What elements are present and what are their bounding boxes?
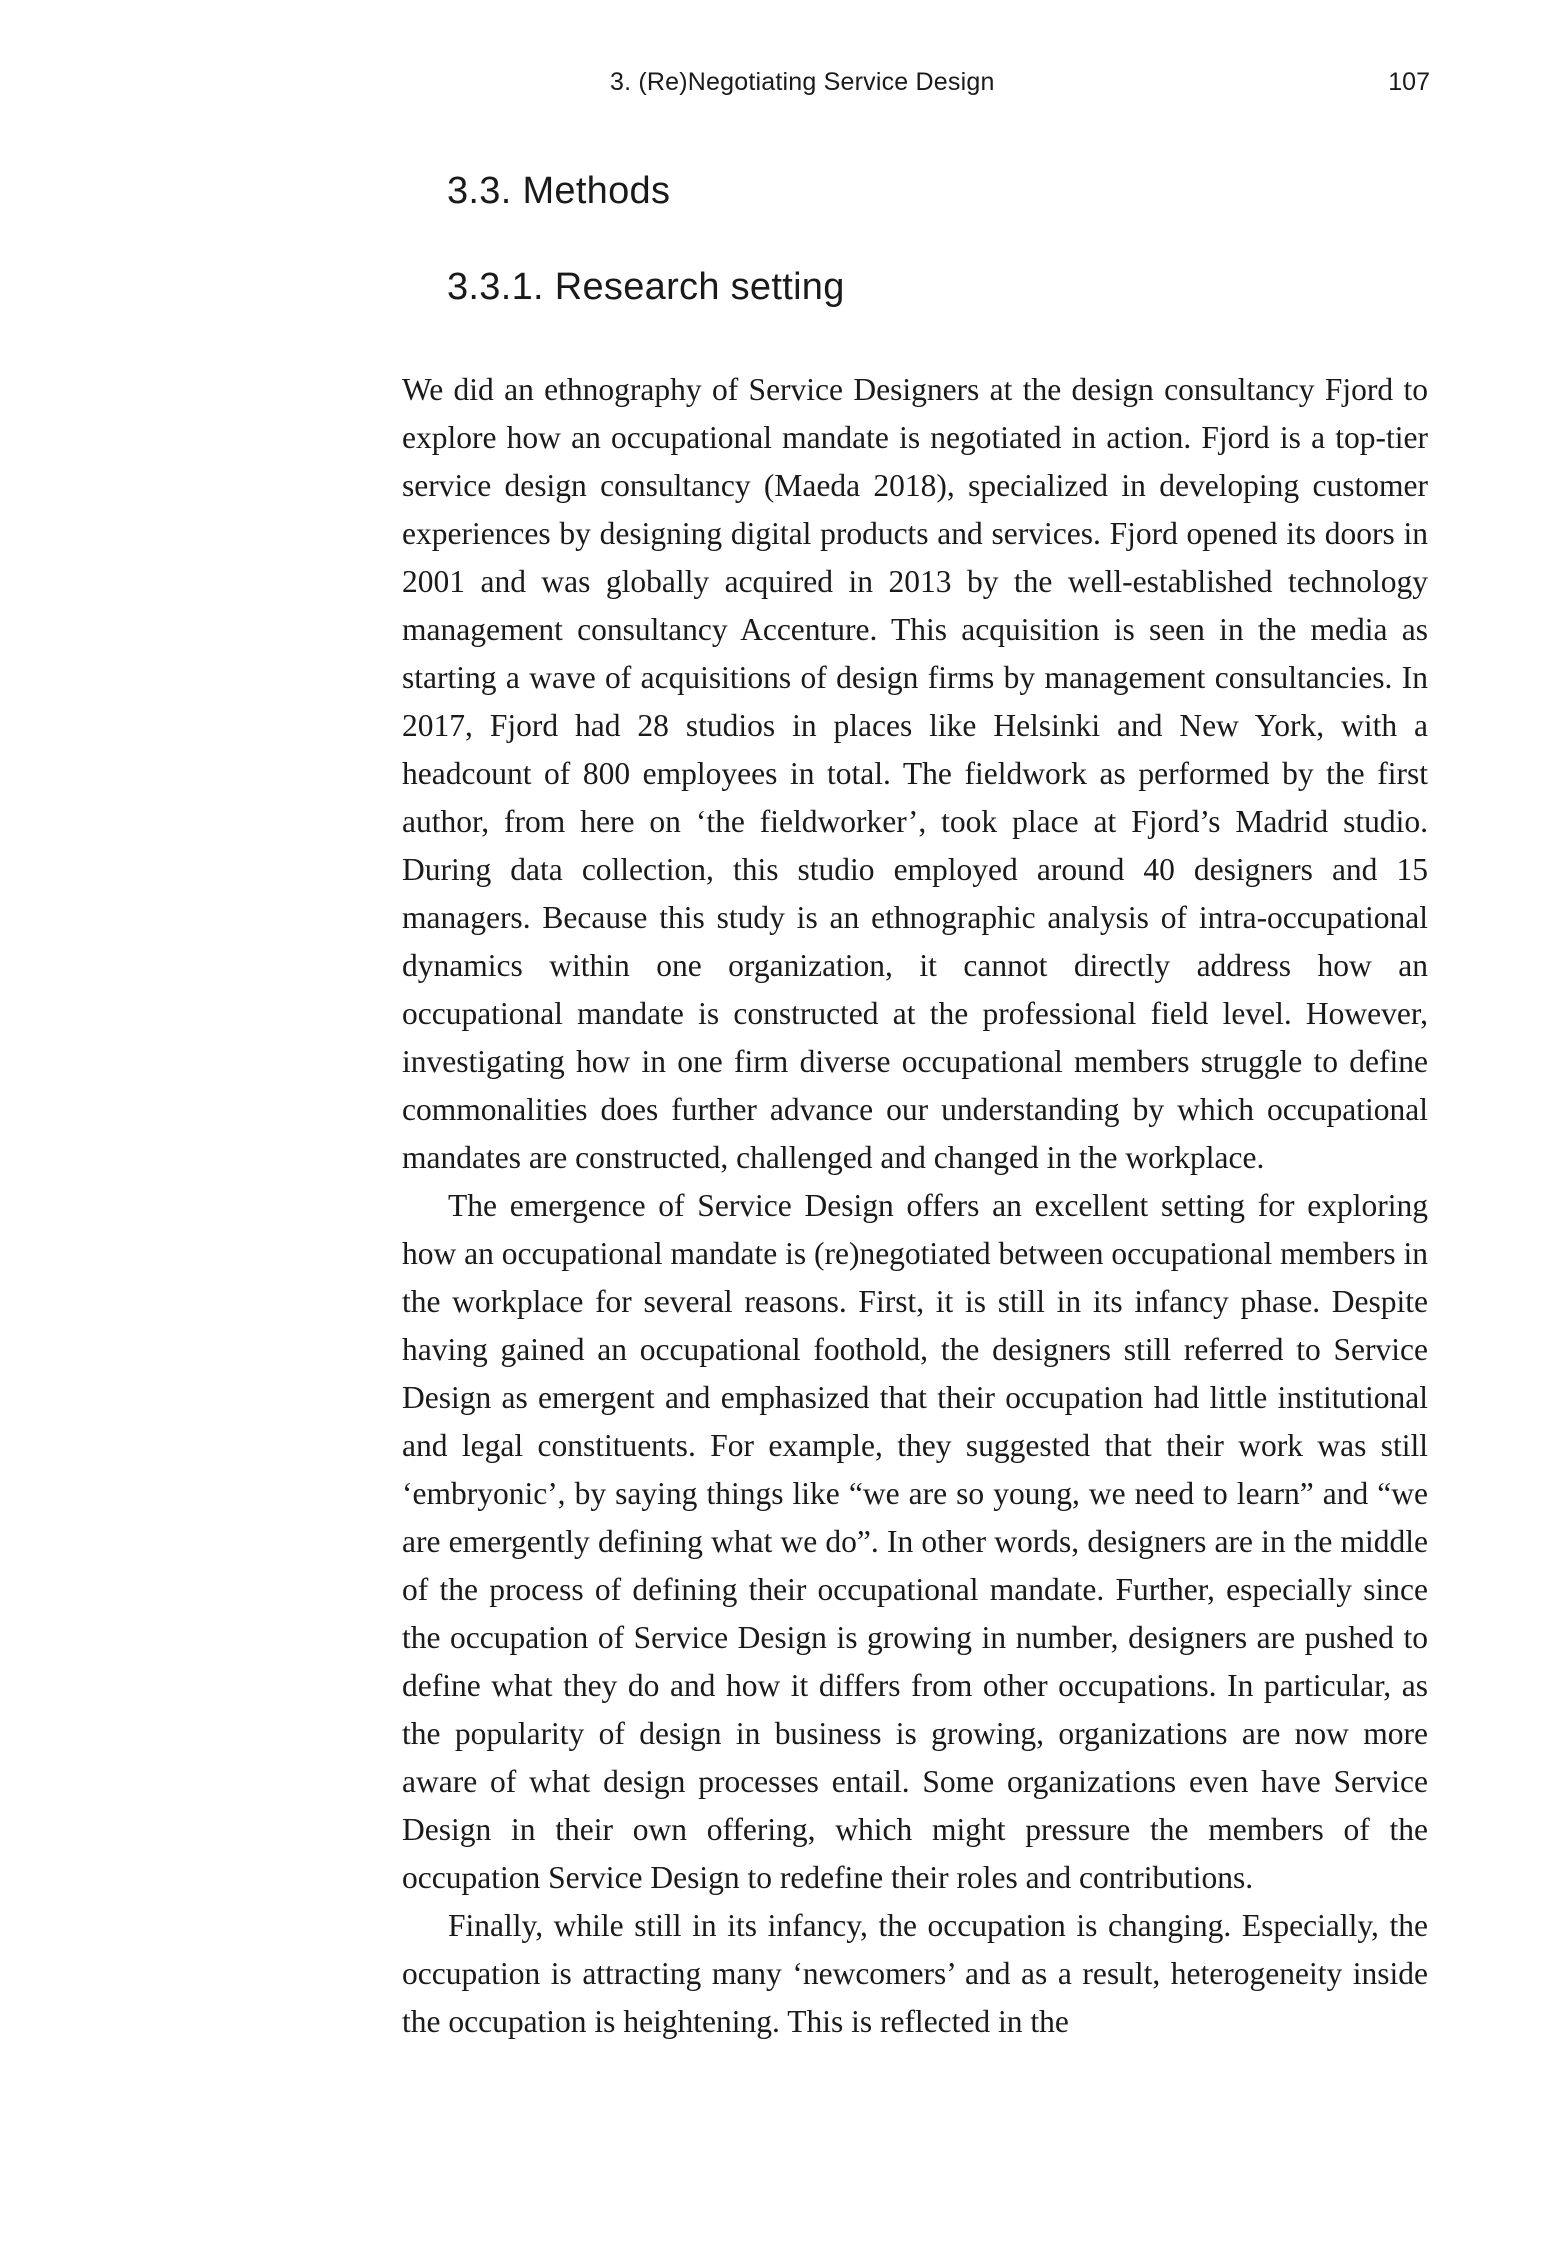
section-heading: 3.3. Methods bbox=[447, 170, 671, 212]
subsection-heading: 3.3.1. Research setting bbox=[447, 266, 845, 308]
paragraph-finally: Finally, while still in its infancy, the occupation is changing. Especially, the occupation is attracting many ‘newcomers’ and as a result, heterogeneity inside the occupation is heightening. This is reflected in the bbox=[402, 1908, 1428, 2039]
running-head-title: 3. (Re)Negotiating Service Design bbox=[610, 68, 995, 96]
body-text bbox=[402, 366, 1428, 2046]
paragraph-research-setting: We did an ethnography of Service Designers at the design consultancy Fjord to explore how an occupational mandate is negotiated in action. Fjord is a top-tier service design consultancy (Maeda 2018), specialized in developing customer experiences by designing digital products and services. Fjord opened its doors in 2001 and was globally acquired in 2013 by the well-established technology management consultancy Accenture. This acquisition is seen in the media as starting a wave of acquisitions of design firms by management consultancies. In 2017, Fjord had 28 studios in places like Helsinki and New York, with a headcount of 800 employees in total. The fieldwork as performed by the first author, from here on ‘the fieldworker’, took place at Fjord’s Madrid studio. During data collection, this studio employed around 40 designers and 15 managers. Because this study is an ethnographic analysis of intra-occupational dynamics within one organization, it cannot directly address how an occupational mandate is constructed at the professional field level. However, investigating how in one firm diverse occupational members struggle to define commonalities does further advance our understanding by which occupational mandates are constructed, challenged and changed in the workplace. bbox=[402, 372, 1428, 1175]
page-number: 107 bbox=[1388, 68, 1430, 96]
paragraph-emergence: The emergence of Service Design offers an excellent setting for exploring how an occupational mandate is (re)negotiated between occupational members in the workplace for several reasons. First, it is still in its infancy phase. Despite having gained an occupational foothold, the designers still referred to Service Design as emergent and emphasized that their occupation had little institutional and legal constituents. For example, they suggested that their work was still ‘embryonic’, by saying things like “we are so young, we need to learn” and “we are emergently defining what we do”. In other words, designers are in the middle of the process of defining their occupational mandate. Further, especially since the occupation of Service Design is growing in number, designers are pushed to define what they do and how it differs from other occupations. In particular, as the popularity of design in business is growing, organizations are now more aware of what design processes entail. Some organizations even have Service Design in their own offering, which might pressure the members of the occupation Service Design to redefine their roles and contributions. bbox=[402, 1188, 1428, 1895]
